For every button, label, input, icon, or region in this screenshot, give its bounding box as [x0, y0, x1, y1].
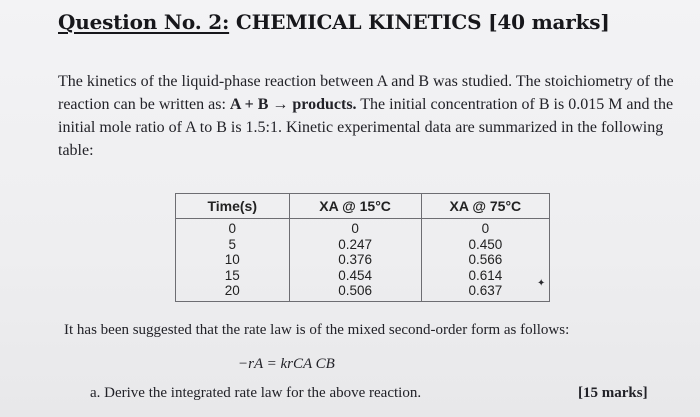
question-topic: CHEMICAL KINETICS [40 marks] [229, 10, 610, 34]
xa-15-value: 0.247 [338, 236, 372, 252]
kinetic-data-table [175, 193, 550, 302]
question-number: Question No. 2: [58, 10, 230, 34]
time-value: 10 [224, 252, 240, 267]
xa-75-value: 0.566 [468, 252, 503, 267]
xa-15-value: 0.506 [338, 283, 372, 298]
xa-15-value: 0.454 [338, 267, 372, 283]
statement-line-3: initial mole ratio of A to B is 1.5:1. Kinetic experimental data are summarized in the following [58, 119, 664, 136]
cursor-mark-icon: ✦ [537, 278, 546, 289]
xa-75-value: 0 [481, 221, 490, 236]
xa-75-value: 0.637 [468, 283, 503, 298]
table-header-row [176, 194, 550, 219]
statement-line-1: The kinetics of the liquid-phase reaction between A and B was studied. The stoichiometry of the [58, 73, 674, 90]
rate-law-suggestion: It has been suggested that the rate law is of the mixed second-order form as follows: [64, 322, 570, 338]
header-xa-75: XA @ 75°C [421, 194, 549, 219]
question-title [58, 10, 610, 34]
time-value: 0 [228, 221, 236, 236]
problem-statement [58, 70, 674, 162]
xa-15-value: 0 [351, 221, 359, 236]
rate-law-equation: −rA = krCA CB [238, 356, 335, 372]
time-value: 20 [224, 283, 240, 298]
reaction-equation: A + B → products. [229, 96, 357, 113]
xa-75-column [421, 219, 549, 302]
xa-15-column [289, 219, 421, 302]
part-a-question: a. Derive the integrated rate law for the above reaction. [90, 385, 422, 401]
header-time: Time(s) [176, 194, 290, 219]
statement-line-4: table: [58, 142, 94, 159]
xa-15-value: 0.376 [338, 252, 372, 267]
header-xa-15: XA @ 15°C [289, 194, 421, 219]
time-value: 15 [224, 267, 240, 283]
time-column [176, 219, 290, 302]
part-a-marks: [15 marks] [578, 385, 648, 401]
xa-75-value: 0.450 [468, 236, 503, 252]
xa-75-value: 0.614 [468, 267, 503, 283]
statement-line-2: reaction can be written as: A + B → products. The initial concentration of B is 0.015 M and the [58, 96, 674, 113]
time-value: 5 [228, 236, 236, 252]
table-body-row [176, 219, 550, 302]
